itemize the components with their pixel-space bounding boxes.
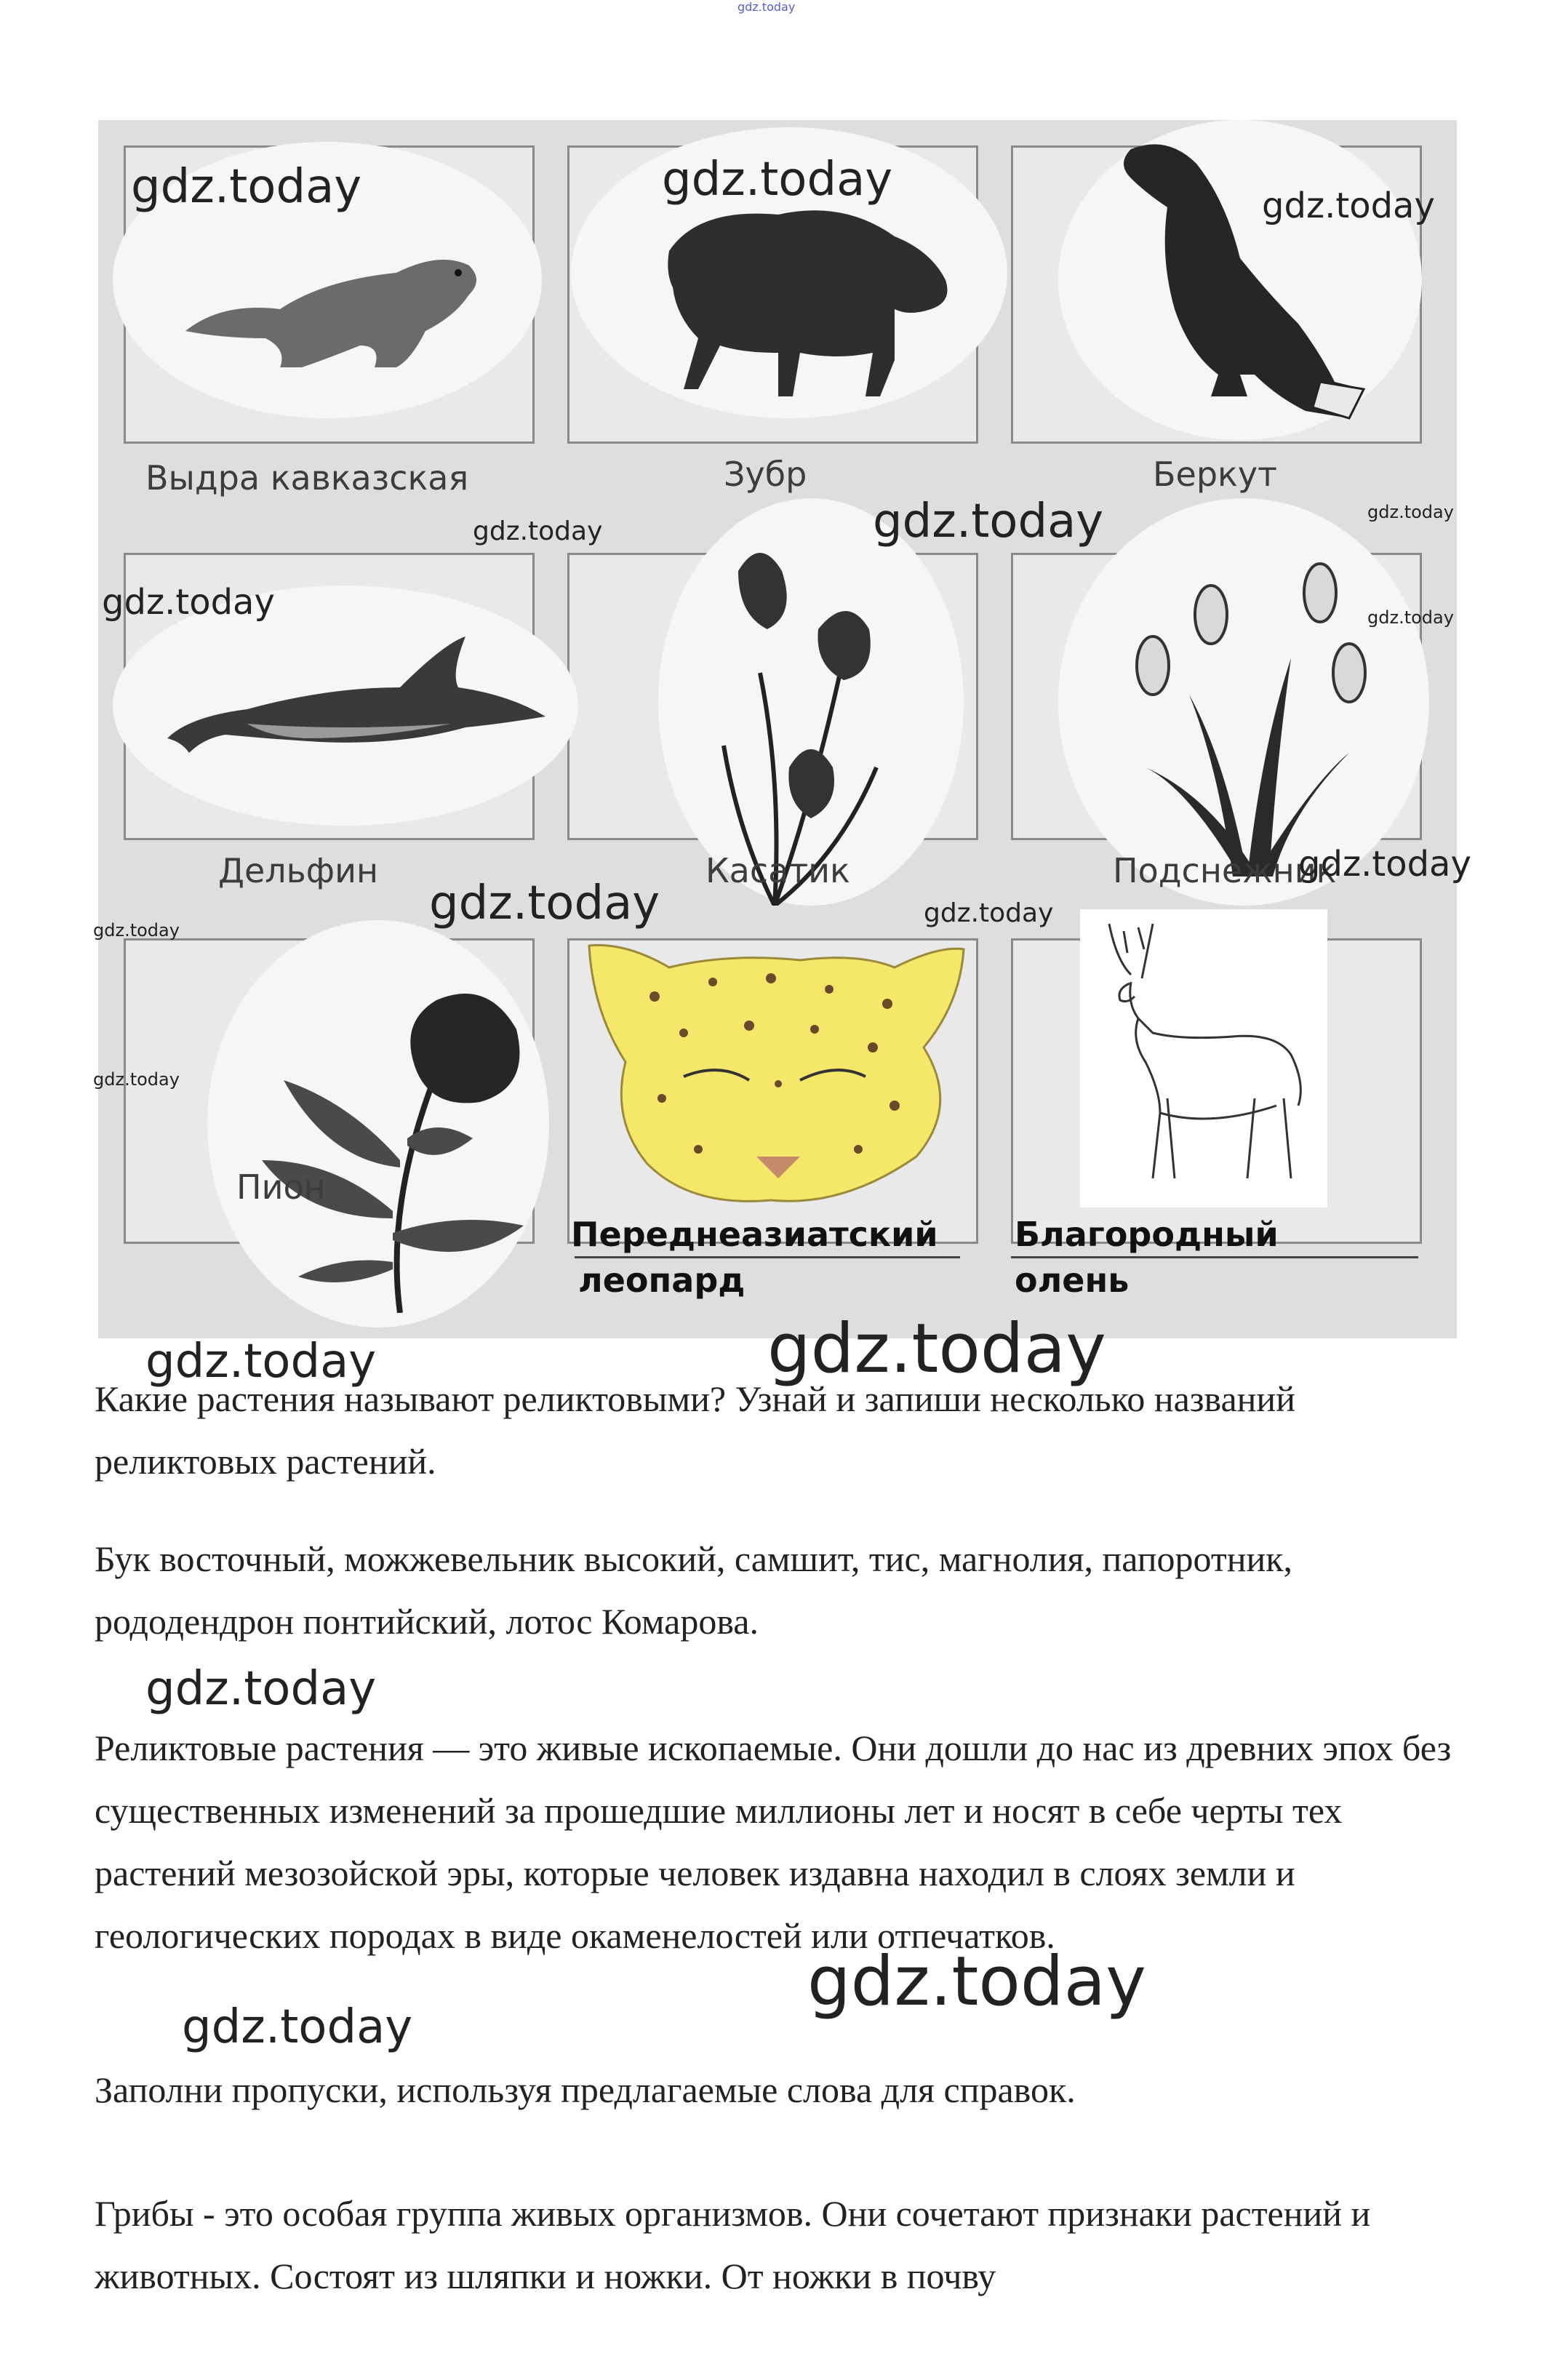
deer-drawing (1087, 917, 1320, 1200)
question-relict (95, 1367, 1462, 1493)
watermark: gdz.today (145, 1662, 377, 1716)
caption-snowdrop: Подснежник (1113, 851, 1337, 890)
watermark: gdz.today (473, 516, 603, 546)
eagle-image (1102, 135, 1378, 433)
caption-peony: Пион (236, 1167, 326, 1207)
iris-image (695, 527, 927, 906)
caption-iris: Касатик (705, 851, 850, 890)
snowdrop-image (1102, 527, 1393, 876)
task-text: Заполни пропуски, используя предлагаемые слова для справок. (95, 2069, 1076, 2110)
watermark: gdz.today (182, 2000, 413, 2054)
caption-otter: Выдра кавказская (145, 458, 469, 498)
answer-relict (95, 1528, 1462, 1653)
caption-bison: Зубр (724, 455, 807, 494)
watermark: gdz.today (873, 495, 1104, 548)
dolphin-image (160, 629, 553, 760)
leopard-drawing (582, 938, 967, 1207)
explanation-text: Реликтовые растения — это живые ископаемые. Они дошли до нас из древних эпох без существенных изменений за прошедшие миллионы лет и носят в себе черты тех растений мезозойской эры, которые человек издавна находил в слоях земли и геологических породах в виде окаменелостей или отпечатков. (95, 1728, 1452, 1956)
task-fill-gaps (95, 2058, 1462, 2121)
caption-leopard-line2: леопард (578, 1261, 745, 1300)
watermark: gdz.today (767, 1309, 1106, 1389)
watermark: gdz.today (145, 1335, 377, 1389)
watermark: gdz.today (93, 1069, 180, 1090)
otter-image (178, 222, 491, 389)
watermark: gdz.today (93, 920, 180, 941)
mushrooms-paragraph (95, 2182, 1462, 2307)
watermark: gdz.today (1367, 502, 1454, 522)
watermark: gdz.today (662, 153, 893, 207)
header-watermark: gdz.today (737, 0, 796, 14)
caption-deer-line2: олень (1015, 1261, 1130, 1300)
workbook-scan (98, 120, 1457, 1338)
watermark: gdz.today (924, 898, 1054, 928)
mushrooms-text: Грибы - это особая группа живых организмов. Они сочетают признаки растений и животных. Состоят из шляпки и ножки. От ножки в почву (95, 2193, 1371, 2296)
watermark: gdz.today (1298, 844, 1471, 884)
watermark: gdz.today (429, 876, 660, 930)
relict-explanation (95, 1717, 1462, 1967)
caption-leopard-line1: Переднеазиатский (571, 1215, 938, 1254)
watermark: gdz.today (807, 1942, 1146, 2021)
watermark: gdz.today (102, 582, 275, 623)
bison-image (655, 193, 967, 411)
caption-eagle: Беркут (1153, 455, 1277, 494)
caption-deer-line1: Благородный (1015, 1215, 1279, 1254)
watermark: gdz.today (1262, 185, 1435, 226)
answer-text: Бук восточный, можжевельник высокий, самшит, тис, магнолия, папоротник, рододендрон понтийский, лотос Комарова. (95, 1538, 1293, 1642)
underline-leopard (575, 1256, 960, 1258)
underline-deer (1011, 1256, 1418, 1258)
watermark: gdz.today (131, 160, 362, 214)
watermark: gdz.today (1367, 607, 1454, 628)
caption-dolphin: Дельфин (218, 851, 379, 890)
peony-image (218, 971, 538, 1313)
question-text: Какие растения называют реликтовыми? Узнай и запиши несколько названий реликтовых растений. (95, 1378, 1295, 1482)
